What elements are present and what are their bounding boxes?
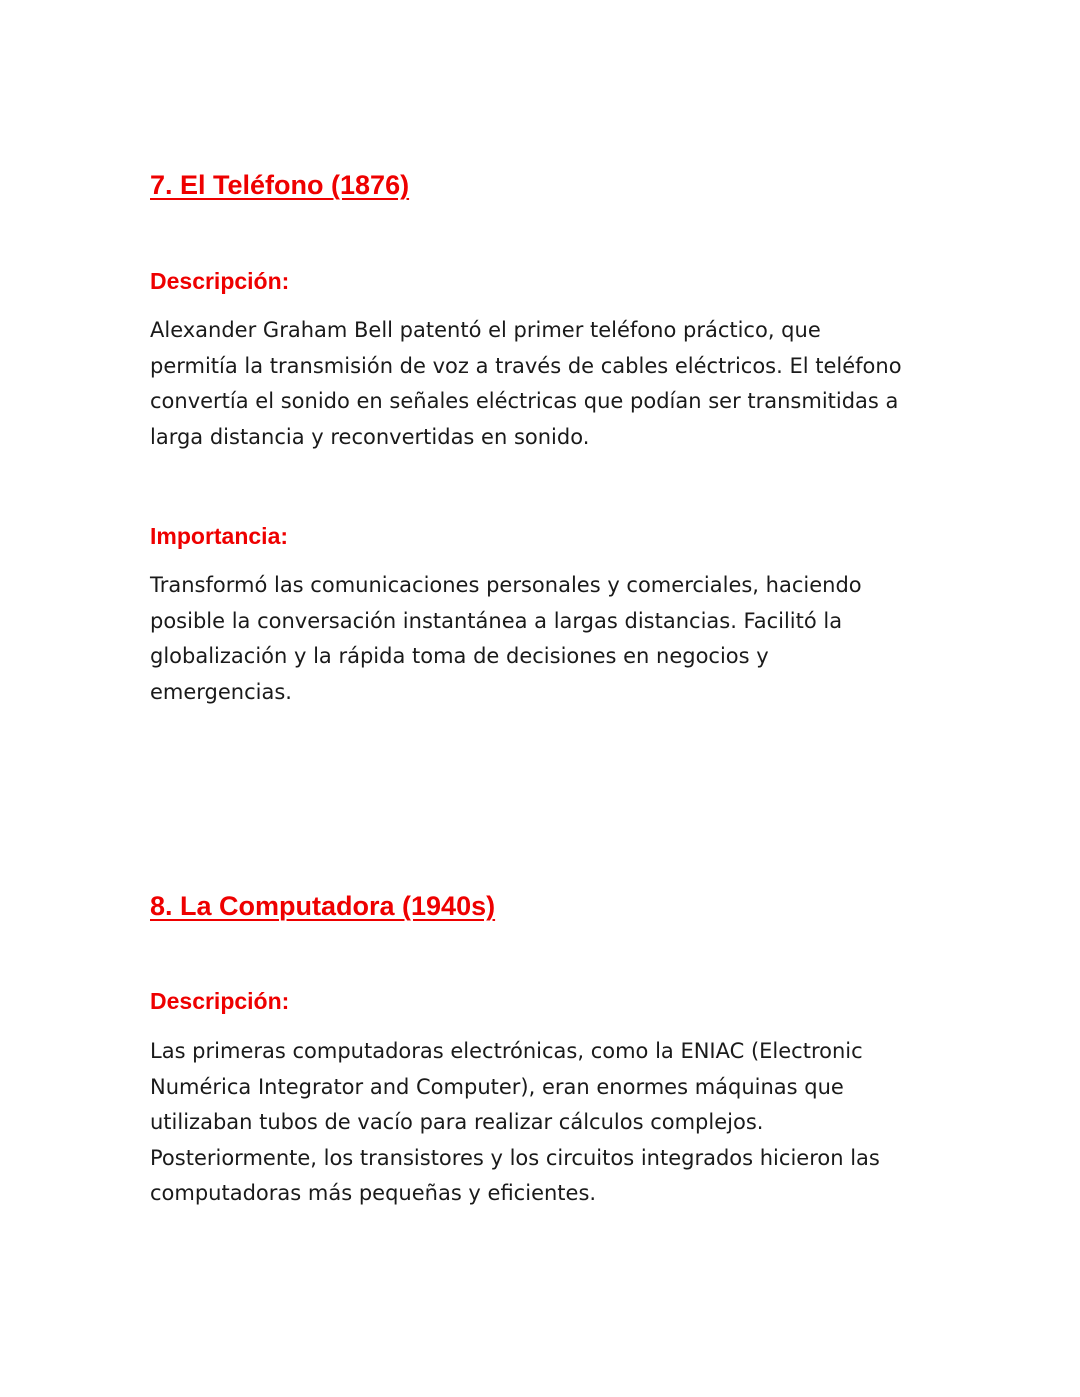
text-line: convertía el sonido en señales eléctricas que podían ser transmitidas a: [150, 389, 899, 414]
text-line: Alexander Graham Bell patentó el primer teléfono práctico, que: [150, 318, 821, 342]
text-line: larga distancia y reconvertidas en sonido.: [150, 424, 590, 449]
descripcion-label-computadora: Descripción:: [150, 988, 290, 1014]
text-line: globalización y la rápida toma de decisiones en negocios y: [150, 644, 769, 669]
descripcion-paragraph-telefono: [150, 313, 925, 455]
importancia-label-telefono: Importancia:: [150, 523, 289, 549]
text-line: Numérica Integrator and Computer), eran enormes máquinas que: [150, 1074, 844, 1099]
text-line: Transformó las comunicaciones personales y comerciales, haciendo: [150, 573, 862, 597]
text-line: Posteriormente, los transistores y los circuitos integrados hicieron las: [150, 1145, 880, 1170]
descripcion-label-telefono: Descripción:: [150, 268, 290, 294]
section-title-telefono: 7. El Teléfono (1876): [150, 170, 410, 200]
text-line: emergencias.: [150, 679, 292, 704]
descripcion-paragraph-computadora: [150, 1034, 925, 1212]
text-line: computadoras más pequeñas y eficientes.: [150, 1181, 597, 1206]
text-line: posible la conversación instantánea a largas distancias. Facilitó la: [150, 608, 843, 633]
text-line: Las primeras computadoras electrónicas, como la ENIAC (Electronic: [150, 1039, 863, 1063]
section-title-computadora: 8. La Computadora (1940s): [150, 891, 496, 921]
text-line: permitía la transmisión de voz a través de cables eléctricos. El teléfono: [150, 353, 902, 378]
text-line: utilizaban tubos de vacío para realizar cálculos complejos.: [150, 1110, 764, 1135]
importancia-paragraph-telefono: [150, 568, 925, 710]
